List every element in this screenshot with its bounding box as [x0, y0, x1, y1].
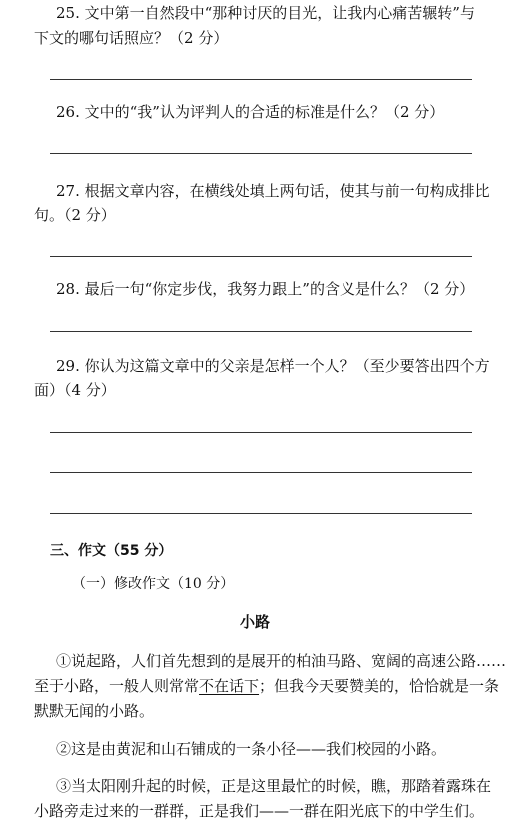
answer-line-29a[interactable] — [50, 432, 472, 433]
essay-paragraph-1-line3: 默默无闻的小路。 — [34, 702, 155, 720]
question-25-line1: 25. 文中第一自然段中“那种讨厌的目光，让我内心痛苦辗转”与 — [56, 4, 475, 22]
question-29-line1: 29. 你认为这篇文章中的父亲是怎样一个人？（至少要答出四个方 — [56, 357, 490, 375]
question-25-line2: 下文的哪句话照应？（2 分） — [34, 29, 229, 47]
answer-line-28[interactable] — [50, 331, 472, 332]
question-26: 26. 文中的“我”认为评判人的合适的标准是什么？（2 分） — [56, 103, 445, 121]
essay-paragraph-1-line1: ①说起路，人们首先想到的是展开的柏油马路、宽阔的高速公路…… — [56, 652, 507, 670]
essay-p1-l2-c: ；但我今天要赞美的，恰恰就是一条 — [259, 677, 500, 695]
essay-title: 小路 — [240, 613, 271, 631]
answer-line-29b[interactable] — [50, 472, 472, 473]
answer-line-25[interactable] — [50, 79, 472, 80]
essay-p1-l2-a: 至于小路，一般人则常常 — [34, 677, 200, 695]
question-28: 28. 最后一句“你定步伐，我努力跟上”的含义是什么？（2 分） — [56, 280, 475, 298]
essay-paragraph-3-line1: ③当太阳刚升起的时候，正是这里最忙的时候，瞧，那踏着露珠在 — [56, 777, 492, 795]
question-27-line1: 27. 根据文章内容，在横线处填上两句话，使其与前一句构成排比 — [56, 182, 490, 200]
essay-paragraph-3-line2: 小路旁走过来的一群群，正是我们——一群在阳光底下的中学生们。 — [34, 802, 485, 820]
essay-paragraph-2: ②这是由黄泥和山石铺成的一条小径——我们校园的小路。 — [56, 740, 447, 758]
section-heading: 三、作文（55 分） — [50, 543, 173, 559]
underlined-phrase: 不在话下 — [199, 677, 260, 695]
question-27-line2: 句。（2 分） — [34, 206, 116, 224]
section-subheading: （一）修改作文（10 分） — [72, 576, 235, 592]
question-29-line2: 面）（4 分） — [34, 381, 116, 399]
answer-line-26[interactable] — [50, 153, 472, 154]
essay-paragraph-1-line2 — [34, 675, 499, 696]
answer-line-27[interactable] — [50, 256, 472, 257]
answer-line-29c[interactable] — [50, 513, 472, 514]
